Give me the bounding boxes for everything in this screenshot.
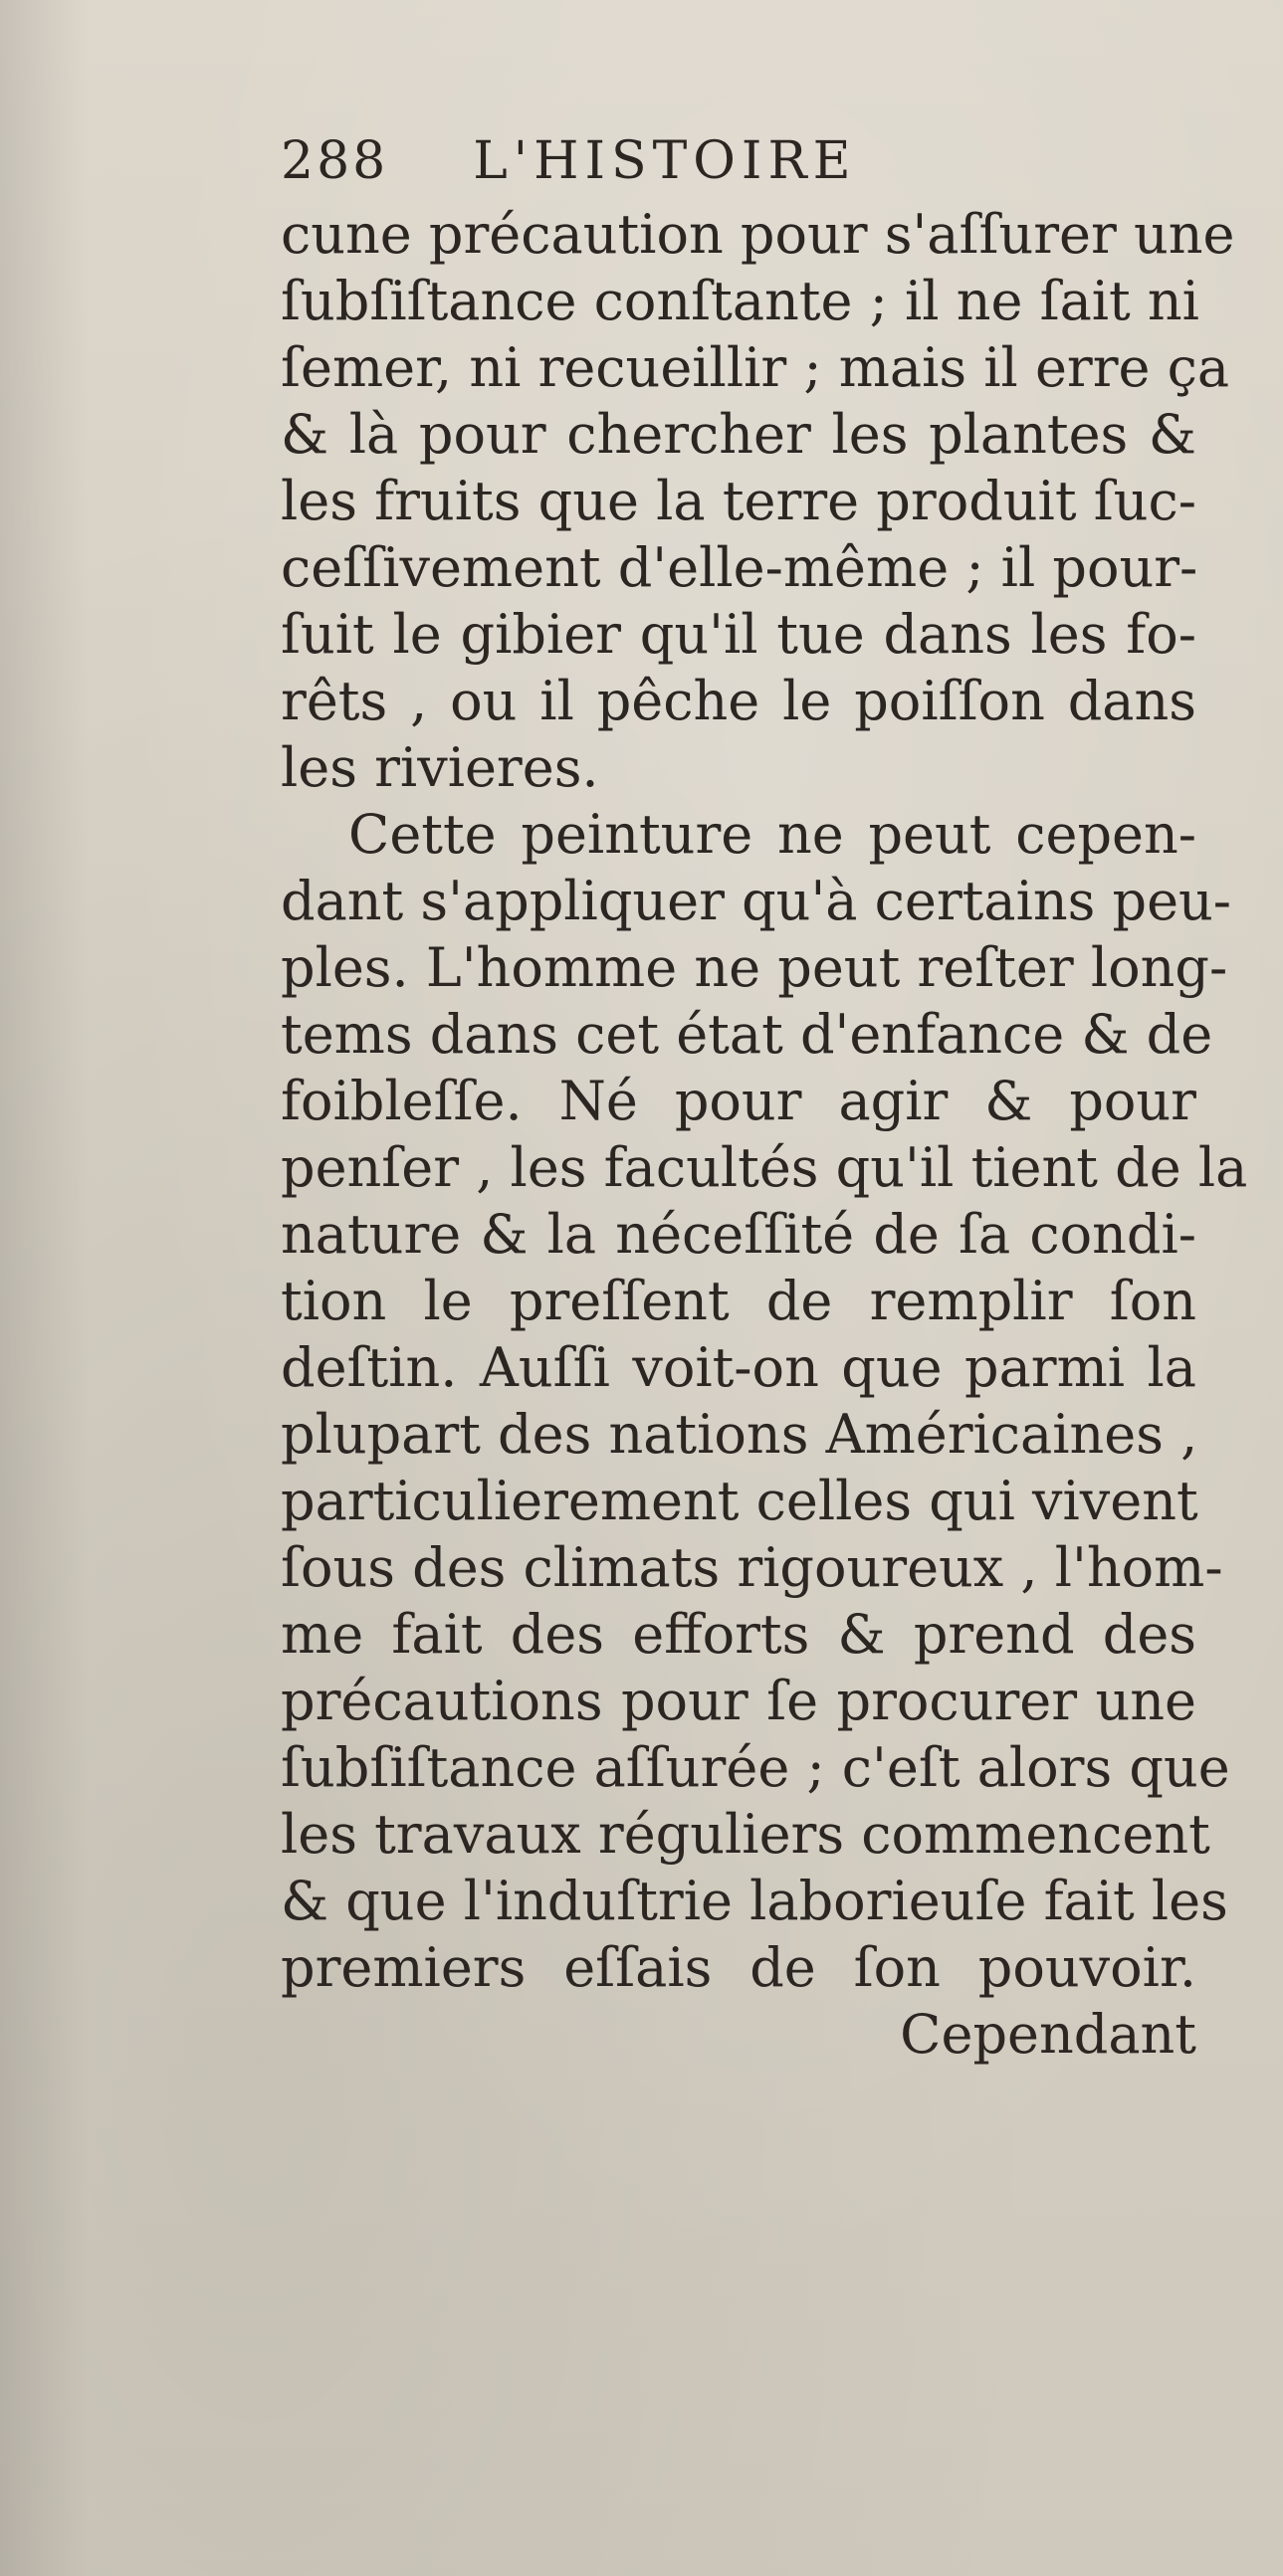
paragraph-1 <box>281 201 1235 801</box>
paragraph-2 <box>281 801 1248 2001</box>
text-line: ſemer, ni recueillir ; mais il erre ça <box>281 336 1230 399</box>
text-line: premiers eſſais de ſon pouvoir. <box>281 1936 1196 1999</box>
text-line: & là pour chercher les plantes & <box>281 403 1196 466</box>
text-line: & que l'induſtrie laborieuſe fait les <box>281 1870 1228 1932</box>
text-line: me fait des efforts & prend des <box>281 1603 1196 1666</box>
text-line: ſous des climats rigoureux , l'hom- <box>281 1536 1223 1599</box>
text-line: deſtin. Auſſi voit-on que parmi la <box>281 1336 1196 1399</box>
text-line: ples. L'homme ne peut reſter long- <box>281 936 1228 999</box>
text-line: tems dans cet état d'enfance & de <box>281 1003 1213 1066</box>
page-header <box>281 127 1196 195</box>
text-line: les rivieres. <box>281 736 599 799</box>
text-line: ſubſiſtance conſtante ; il ne ſait ni <box>281 270 1199 332</box>
text-block <box>281 127 1248 2068</box>
text-line: précautions pour ſe procurer une <box>281 1670 1196 1732</box>
text-line: nature & la néceſſité de ſa condi- <box>281 1203 1196 1266</box>
text-line: plupart des nations Américaines , <box>281 1403 1198 1466</box>
text-line: ceſſivement d'elle-même ; il pour- <box>281 536 1198 599</box>
text-line: ſuit le gibier qu'il tue dans les fo- <box>281 603 1196 666</box>
page-number: 288 <box>281 131 389 191</box>
text-line: tion le preſſent de remplir ſon <box>281 1270 1196 1332</box>
text-line: particulierement celles qui vivent <box>281 1470 1198 1532</box>
catchword: Cependant <box>900 2003 1196 2066</box>
text-line: les fruits que la terre produit ſuc- <box>281 470 1196 532</box>
text-line: ſubſiſtance aſſurée ; c'eſt alors que <box>281 1736 1230 1799</box>
text-line: foibleſſe. Né pour agir & pour <box>281 1070 1196 1132</box>
text-line: penſer , les facultés qu'il tient de la <box>281 1136 1248 1199</box>
running-head: L'HISTOIRE <box>473 131 857 191</box>
text-line: rêts , ou il pêche le poiſſon dans <box>281 670 1196 732</box>
text-line: Cette peinture ne peut cepen- <box>348 803 1196 866</box>
text-line: cune précaution pour s'aſſurer une <box>281 203 1235 266</box>
page-edge-shadow <box>0 0 90 2576</box>
text-line: dant s'appliquer qu'à certains peu- <box>281 870 1232 932</box>
text-line: les travaux réguliers commencent <box>281 1803 1210 1866</box>
